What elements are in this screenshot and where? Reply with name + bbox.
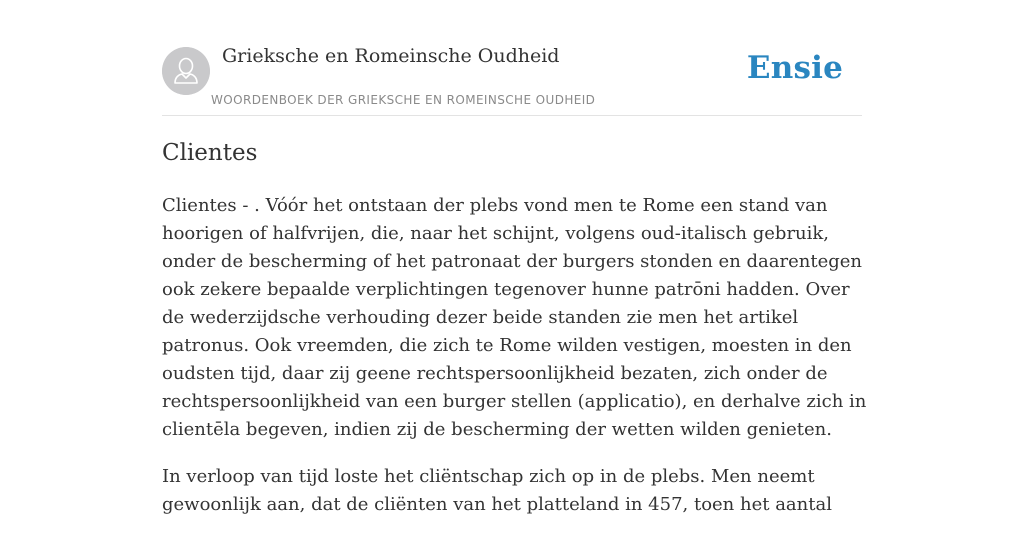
entry-title: Clientes <box>162 140 258 166</box>
entry-paragraph: Clientes - . Vóór het ontstaan der plebs vond men te Rome een stand van hoorigen of halfvrijen, die, naar het schijnt, volgens oud-italisch gebruik, onder de bescherming of het patronaat der burgers stonden en daarentegen ook zekere bepaalde verplichtingen tegenover hunne patrōni hadden. Over de wederzijdsche verhouding dezer beide standen zie men het artikel patronus. Ook vreemden, die zich te Rome wilden vestigen, moesten in den oudsten tijd, daar zij geene rechtspersoonlijkheid bezaten, zich onder de rechtspersoonlijkheid van een burger stellen (applicatio), en derhalve zich in clientēla begeven, indien zij de bescherming der wetten wilden genieten. <box>162 195 867 440</box>
avatar[interactable] <box>162 47 210 95</box>
entry-body <box>162 192 867 538</box>
source-title[interactable]: Grieksche en Romeinsche Oudheid <box>222 45 560 67</box>
source-subtitle[interactable]: WOORDENBOEK DER GRIEKSCHE EN ROMEINSCHE OUDHEID <box>211 93 596 107</box>
source-header <box>162 0 862 116</box>
page <box>162 0 867 515</box>
user-icon <box>162 47 210 95</box>
entry-paragraph: In verloop van tijd loste het cliëntschap zich op in de plebs. Men neemt gewoonlijk aan, dat de cliënten van het platteland in 457, toen het aantal <box>162 466 832 515</box>
brand-logo[interactable]: Ensie <box>746 50 843 86</box>
